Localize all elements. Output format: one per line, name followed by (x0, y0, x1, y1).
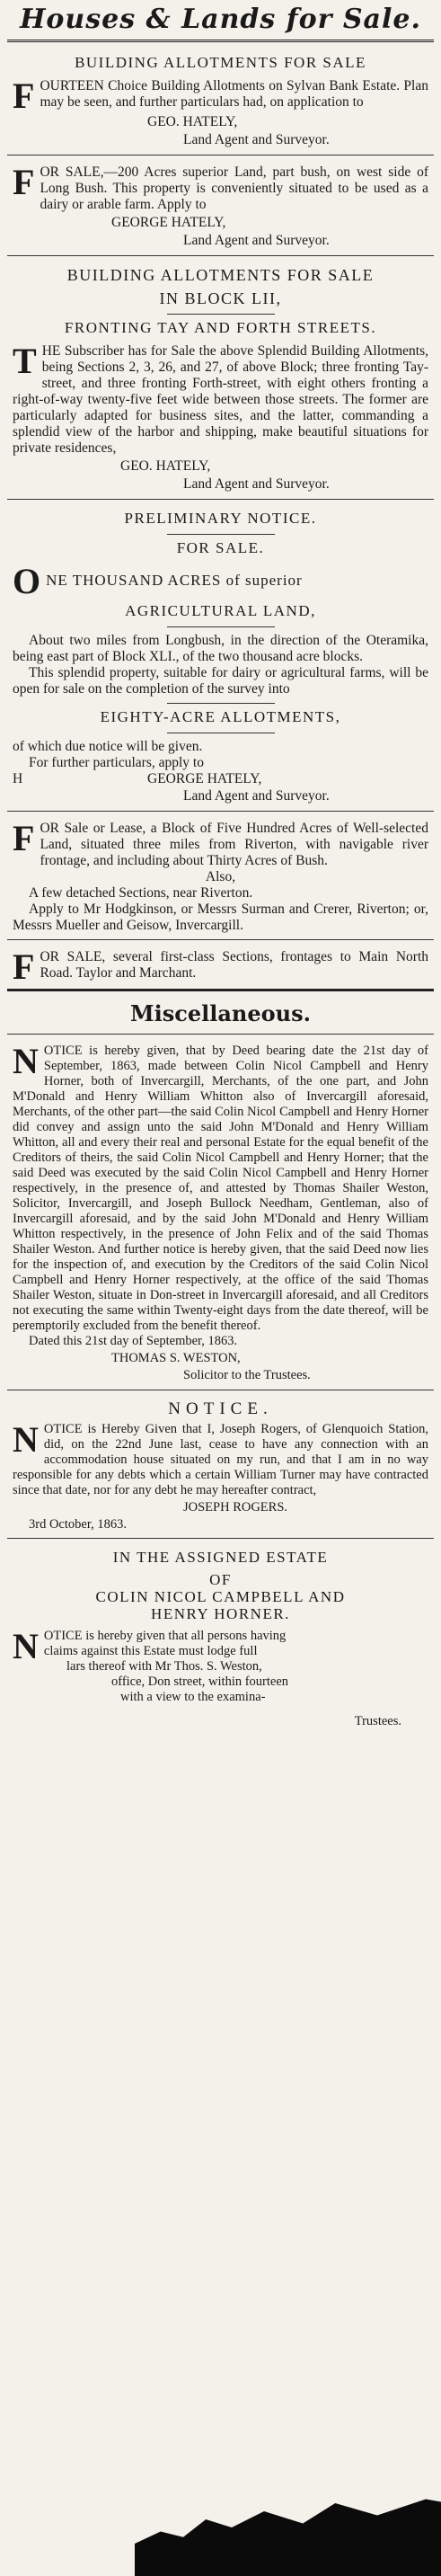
signature-prefix: H (13, 771, 23, 786)
signature-title: Land Agent and Surveyor. (183, 233, 330, 248)
notice-assigned-estate (7, 1539, 434, 1735)
ad-riverton-lease (7, 812, 434, 940)
divider (167, 626, 275, 627)
notice-body: OTICE is hereby given, that by Deed bearing date the 21st day of September, 1863, made between Colin Nicol Campbell and Henry Horner, both of Invercargill, Merchants, of the one part, and John M'Donald and Henry William Whitton also of Invercargill aforesaid, Merchants, of the other part—the said Colin Nicol Campbell and Henry Horner did convey and assign unto the said John M'Donald and Henry William Whitton, all and every their real and personal Estate for the equal benefit of the Creditors of theirs, the said Colin Nicol Campbell and Henry Horner; that the said Deed was executed by the said Colin Nicol Campbell and Henry Horner respectively, in the presence of, and attested by Thomas Shailer Weston, Solicitor, Invercargill, and Joseph Bullock Needham, Gentleman, also of Invercargill aforesaid, and by the said John M'Donald and Henry William Whitton respectively, in the presence of John Felix and of the said Thomas Shailer Weston. And further notice is hereby given, that the said Deed now lies for the inspection of, and execution by the Creditors of the said Colin Nicol Campbell and Henry Horner respectively, at the office of the said Thomas Shailer Weston, situate in Don-street in Invercargill aforesaid, and all Creditors not executing the same within Twenty-eight days from the date thereof, will be peremptorily excluded from the benefit thereof. (13, 1044, 428, 1333)
divider (167, 314, 275, 315)
divider (167, 703, 275, 704)
ad-body: OR SALE, several first-class Sections, frontages to Main North Road. Taylor and Marchant. (40, 949, 428, 981)
ad-body: OURTEEN Choice Building Allotments on Sylvan Bank Estate. Plan may be seen, and further particulars had, on application to (40, 78, 428, 110)
ad-body: This splendid property, suitable for dairy or agricultural farms, will be open for sale on the completion of the survey into (13, 665, 428, 697)
signature-title: Land Agent and Surveyor. (183, 476, 330, 492)
notice-caption: IN THE ASSIGNED ESTATE (112, 1549, 329, 1566)
drop-cap: F (13, 821, 35, 858)
ad-preliminary-notice (7, 500, 434, 812)
signature-title: Land Agent and Surveyor. (183, 132, 330, 147)
drop-cap: T (13, 343, 37, 381)
signature-name: GEO. HATELY, (120, 458, 211, 474)
drop-cap: N (13, 1422, 39, 1460)
ad-body: HE Subscriber has for Sale the above Splendid Building Allotments, being Sections 2, 3, 26, and 27, of above Block; three fronting Tay-street, and three fronting Forth-street, with eight others fronting a right-of-way twenty-five feet wide between those streets. The former are particularly adapted for business sites, and the latter, commanding a splendid view of the harbor and shipping, make beautiful situations for private residences, (13, 343, 428, 456)
drop-cap: N (13, 1629, 39, 1666)
drop-cap: F (13, 78, 35, 112)
ad-building-allotments-sylvan (7, 44, 434, 155)
ad-body: For further particulars, apply to (29, 755, 204, 770)
section-header: Houses & Lands for Sale. (7, 0, 434, 42)
ad-subhead: AGRICULTURAL LAND, (125, 602, 316, 619)
notice-dated: Dated this 21st day of September, 1863. (29, 1334, 238, 1348)
signature-name: JOSEPH ROGERS. (183, 1500, 288, 1515)
notice-date: 3rd October, 1863. (29, 1517, 127, 1532)
drop-cap: O (13, 564, 41, 598)
notice-deed (7, 1035, 434, 1390)
ad-body: A few detached Sections, near Riverton. (29, 885, 253, 901)
ad-caption: PRELIMINARY NOTICE. (124, 510, 317, 527)
torn-page-damage (135, 2495, 441, 2576)
ad-subcaption: FRONTING TAY AND FORTH STREETS. (64, 319, 377, 336)
drop-cap: F (13, 949, 35, 983)
notice-rogers (7, 1390, 434, 1539)
divider (167, 534, 275, 535)
notice-caption: OF (209, 1571, 232, 1588)
notice-trailer: Trustees. (354, 1714, 401, 1728)
signature-name: GEORGE HATELY, (111, 215, 226, 230)
notice-title: NOTICE. (168, 1399, 273, 1418)
signature-name: GEORGE HATELY, (147, 771, 262, 786)
ad-block-lii (7, 256, 434, 500)
notice-line: OTICE is hereby given that all persons having (43, 1629, 287, 1643)
notice-line: office, Don street, within fourteen (111, 1674, 289, 1689)
signature-title: Land Agent and Surveyor. (183, 788, 330, 804)
ad-body: OR Sale or Lease, a Block of Five Hundred Acres of Well-selected Land, situated three miles from Riverton, with navigable river frontage, and including about Thirty Acres of Bush. (40, 821, 428, 868)
ad-200-acres (7, 155, 434, 256)
ad-body: of which due notice will be given. (13, 739, 203, 754)
notice-line: lars thereof with Mr Thos. S. Weston, (66, 1659, 262, 1674)
drop-cap: N (13, 1044, 39, 1081)
ad-also: Also, (205, 869, 236, 884)
notice-caption: HENRY HORNER. (151, 1605, 290, 1622)
notice-caption: COLIN NICOL CAMPBELL AND (95, 1588, 346, 1605)
notice-line: with a view to the examina- (120, 1690, 266, 1704)
notice-line: claims against this Estate must lodge full (43, 1644, 258, 1658)
signature-title: Solicitor to the Trustees. (183, 1368, 311, 1382)
ad-body: OR SALE,—200 Acres superior Land, part bush, on west side of Long Bush. This property is conveniently situated to be used as a dairy or arable farm. Apply to (40, 164, 428, 212)
ad-main-north-road (7, 940, 434, 991)
signature-name: THOMAS S. WESTON, (111, 1351, 241, 1365)
ad-caption: BUILDING ALLOTMENTS FOR SALE (75, 54, 366, 71)
section-header-miscellaneous: Miscellaneous. (7, 991, 434, 1035)
ad-subcaption: FOR SALE. (176, 539, 265, 556)
ad-subcaption: IN BLOCK LII, (159, 289, 282, 307)
ad-headline: NE THOUSAND ACRES of superior (46, 572, 303, 589)
notice-body: OTICE is Hereby Given that I, Joseph Rogers, of Glenquoich Station, did, on the 22nd June last, cease to have any connection with an accommodation house situated on my run, and that I am in no way responsible for any debts which a certain William Turner may have contracted since that date, nor for any debt he may hereafter contract, (13, 1422, 428, 1497)
newspaper-column (7, 0, 434, 1735)
signature-name: GEO. HATELY, (147, 114, 238, 129)
ad-subhead: EIGHTY-ACRE ALLOTMENTS, (100, 708, 341, 725)
drop-cap: F (13, 164, 35, 202)
ad-body: Apply to Mr Hodgkinson, or Messrs Surman and Crerer, Riverton; or, Messrs Mueller and Geisow, Invercargill. (13, 902, 428, 933)
ad-body: About two miles from Longbush, in the direction of the Oteramika, being east part of Block XLI., of the two thousand acre blocks. (13, 633, 428, 664)
ad-caption: BUILDING ALLOTMENTS FOR SALE (66, 266, 375, 284)
